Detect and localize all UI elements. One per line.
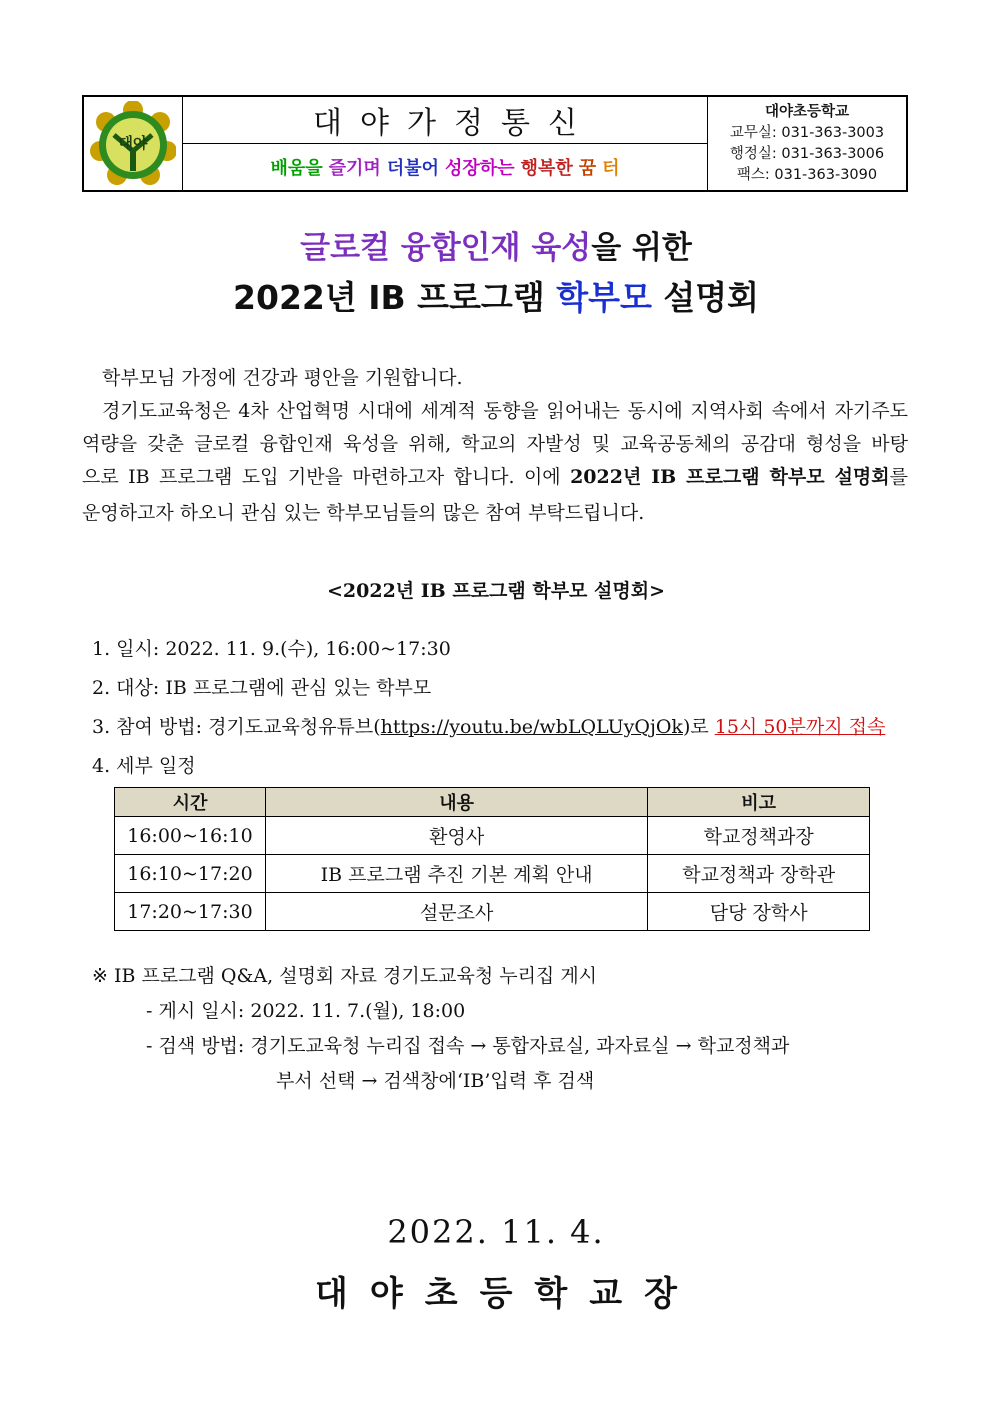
school-name: 대야초등학교 [764, 103, 850, 120]
paragraph-line: 경기도교육청은 4차 산업혁명 시대에 세계적 동향을 읽어내는 동시에 지역사회 속에서 자기주도 [102, 400, 908, 422]
note-search-method: - 검색 방법: 경기도교육청 누리집 접속 → 통합자료실, 과자료실 → 학교정책과 [146, 1035, 790, 1057]
cell-note: 학교정책과장 [648, 817, 870, 855]
contact-admin: 행정실: 031-363-3006 [729, 145, 885, 162]
greeting: 학부모님 가정에 건강과 평안을 기원합니다. [102, 367, 463, 389]
table-header-row [115, 788, 870, 817]
paragraph-line: 역량을 갖춘 글로컬 융합인재 육성을 위해, 학교의 자발성 및 교육공동체의 공감대 형성을 바탕 [82, 433, 908, 455]
motto-word: 더불어 [386, 157, 439, 179]
column-header: 내용 [265, 788, 647, 817]
table-row [115, 893, 870, 931]
table-row [115, 855, 870, 893]
method-text: 3. 참여 방법: 경기도교육청유튜브( [92, 716, 381, 738]
issue-date: 2022. 11. 4. [387, 1213, 605, 1251]
cell-time: 16:10~17:20 [115, 855, 266, 893]
paragraph-text: 를 [889, 466, 908, 488]
paragraph-line [82, 461, 908, 494]
cell-time: 16:00~16:10 [115, 817, 266, 855]
school-contacts [708, 97, 906, 190]
info-method [92, 712, 885, 739]
title-highlight: 글로컬 융합인재 육성 [300, 230, 592, 266]
document-title-line2 [0, 272, 992, 319]
cell-note: 담당 장학사 [648, 893, 870, 931]
paragraph-line: 운영하고자 하오니 관심 있는 학부모님들의 많은 참여 부탁드립니다. [82, 502, 645, 524]
note-main: ※ IB 프로그램 Q&A, 설명회 자료 경기도교육청 누리집 게시 [92, 965, 598, 987]
header-center [183, 97, 708, 190]
motto-word: 터 [602, 157, 620, 179]
youtube-link[interactable]: https://youtu.be/wbLQLUyQjOk [380, 716, 683, 738]
note-post-date: - 게시 일시: 2022. 11. 7.(월), 18:00 [146, 1000, 466, 1022]
info-date: 1. 일시: 2022. 11. 9.(수), 16:00~17:30 [92, 638, 451, 660]
contact-office: 교무실: 031-363-3003 [729, 124, 885, 141]
access-deadline: 15시 50분까지 접속 [714, 716, 886, 738]
cell-content: 환영사 [265, 817, 647, 855]
school-logo [84, 97, 183, 190]
method-text: )로 [682, 716, 715, 738]
note-search-method-cont: 부서 선택 → 검색창에‘IB’입력 후 검색 [276, 1070, 595, 1092]
section-title: <2022년 IB 프로그램 학부모 설명회> [326, 580, 666, 602]
motto-word: 성장하는 [445, 157, 515, 179]
cell-time: 17:20~17:30 [115, 893, 266, 931]
school-emblem-icon [90, 101, 176, 187]
motto-word: 꿈 [578, 157, 597, 179]
cell-content: 설문조사 [265, 893, 647, 931]
title-text: 2022년 IB 프로그램 [233, 278, 557, 317]
cell-note: 학교정책과 장학관 [648, 855, 870, 893]
contact-fax: 팩스: 031-363-3090 [736, 166, 878, 183]
school-motto [183, 144, 707, 191]
letterhead [82, 95, 908, 192]
title-text: 설명회 [651, 278, 759, 317]
title-highlight: 학부모 [556, 278, 652, 317]
signer: 대야초등학교장 [315, 1274, 699, 1314]
newsletter-title: 대야가정통신 [183, 97, 707, 144]
cell-content: IB 프로그램 추진 기본 계획 안내 [265, 855, 647, 893]
title-text: 을 위한 [591, 230, 692, 266]
motto-word: 행복한 [520, 157, 573, 179]
table-row [115, 817, 870, 855]
motto-word: 즐기며 [328, 157, 381, 179]
logo-text: 대야 [118, 133, 148, 152]
document-title-line1 [0, 222, 992, 267]
schedule-table [114, 787, 870, 931]
column-header: 비고 [648, 788, 870, 817]
column-header: 시간 [115, 788, 266, 817]
info-schedule-label: 4. 세부 일정 [92, 755, 196, 777]
info-target: 2. 대상: IB 프로그램에 관심 있는 학부모 [92, 677, 432, 699]
motto-word: 배움을 [270, 157, 323, 179]
paragraph-text: 으로 IB 프로그램 도입 기반을 마련하고자 합니다. 이에 [82, 466, 571, 488]
paragraph-bold: 2022년 IB 프로그램 학부모 설명회 [570, 466, 890, 488]
